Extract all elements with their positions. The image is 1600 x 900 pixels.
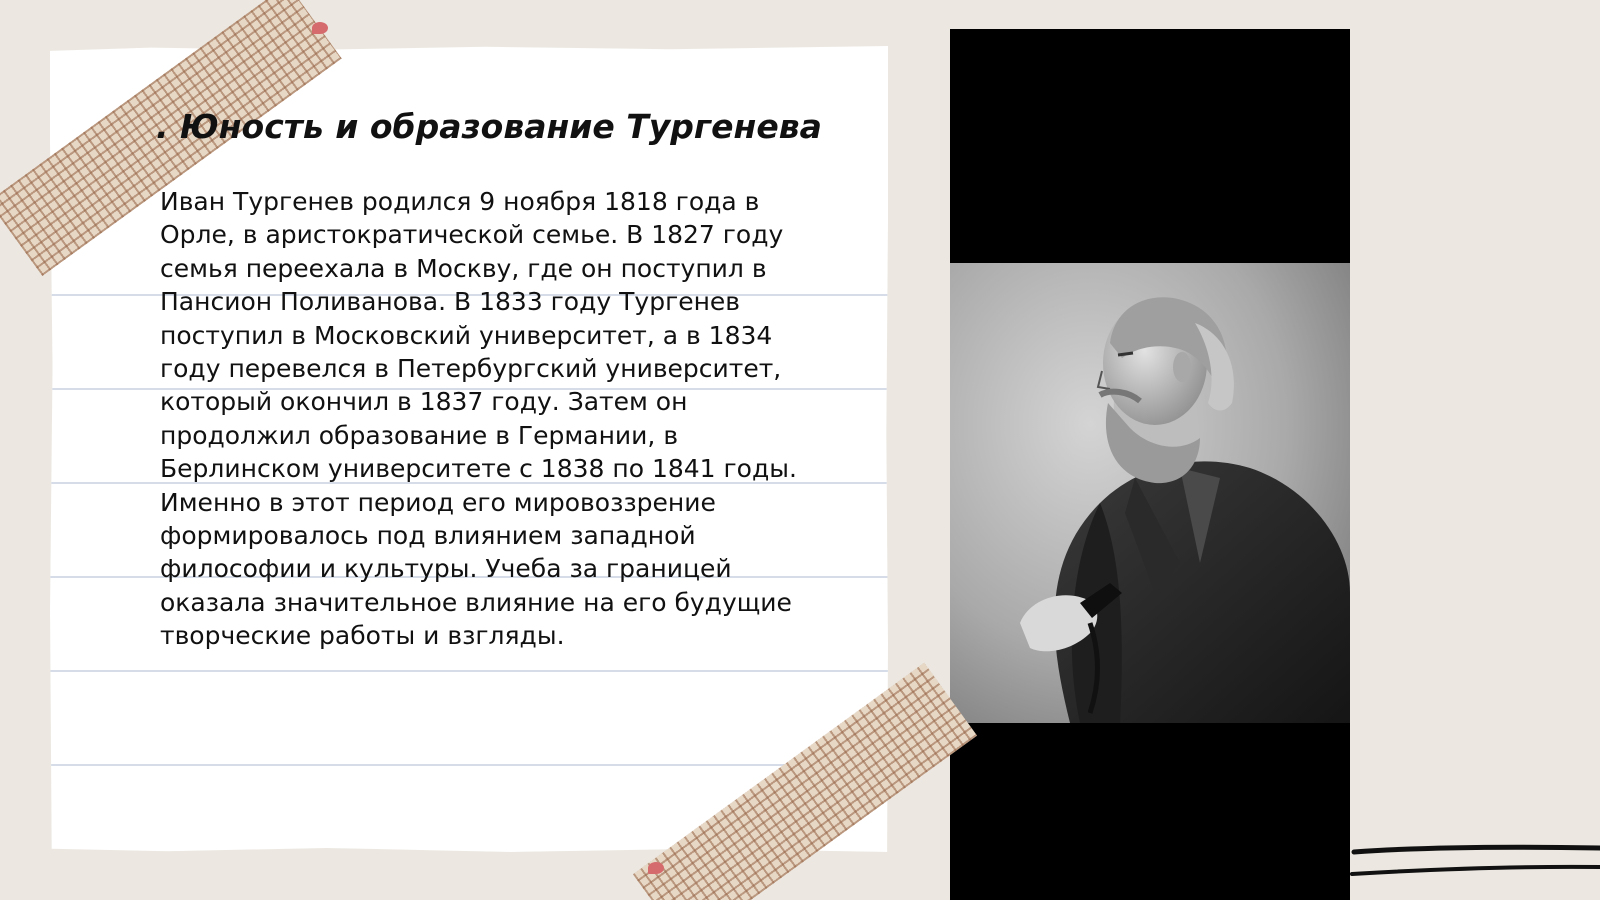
slide-body-text: Иван Тургенев родился 9 ноября 1818 года в Орле, в аристократической семье. В 1827 году семья переехала в Москву, где он поступил в Пансион Поливанова. В 1833 году Тургенев поступил в Московский университет, а в 1834 году перевелся в Петербургский университет, который окончил в 1837 году. Затем он продолжил образование в Германии, в Берлинском университете с 1838 по 1841 годы. Именно в этот период его мировоззрение формировалось под влиянием западной философии и культуры. Учеба за границей оказала значительное влияние на его будущие творческие работы и взгляды. xyxy=(160,187,797,651)
rule-line xyxy=(50,764,888,766)
slide-title: . Юность и образование Тургенева xyxy=(156,107,822,146)
pin-icon xyxy=(648,862,664,874)
portrait-image xyxy=(950,263,1350,723)
photo-frame xyxy=(950,29,1350,900)
rule-line xyxy=(50,670,888,672)
scribble-lines xyxy=(1350,840,1600,900)
pin-icon xyxy=(312,22,328,34)
